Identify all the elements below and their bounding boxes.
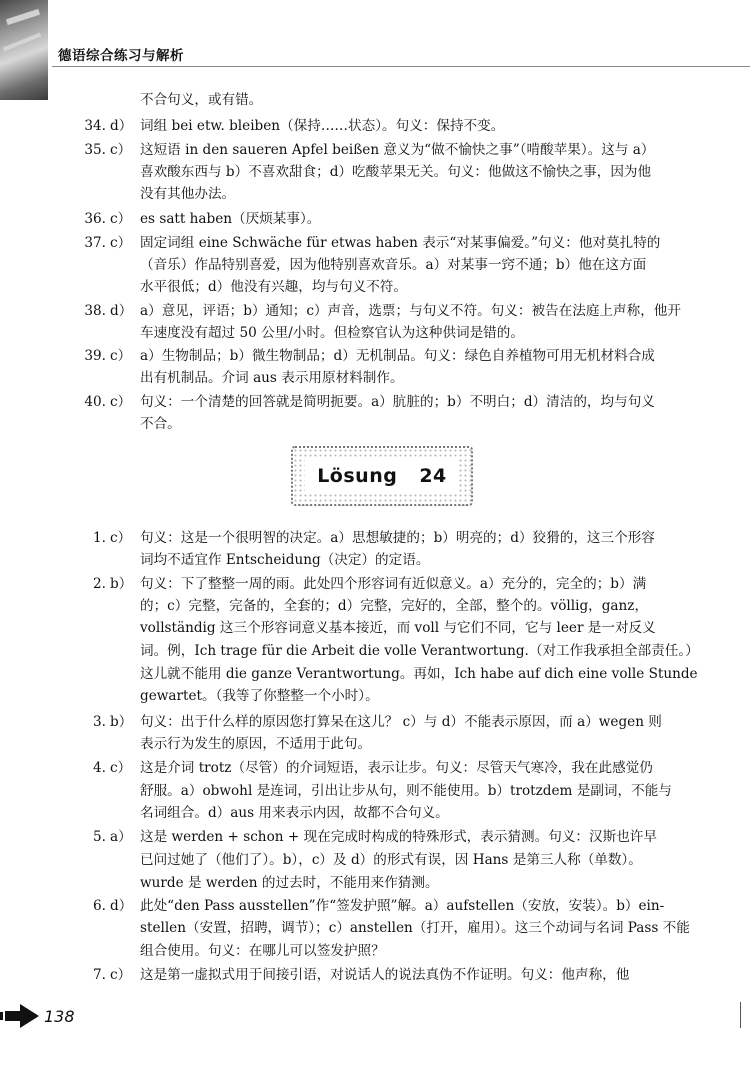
- page-number: 138: [44, 1007, 75, 1026]
- text-line: 不合句义，或有错。: [140, 92, 263, 108]
- section-heading-number: 24: [419, 465, 447, 487]
- text-line: 出有机制品。介词 aus 表示用原材料制作。: [140, 370, 404, 386]
- item-answer: c）: [110, 394, 132, 410]
- item-number: 35.: [84, 142, 106, 158]
- header-rule: [52, 66, 750, 67]
- text-line: 水平很低；d）他没有兴趣，均与句义不符。: [140, 279, 407, 295]
- item-number: 36.: [84, 211, 106, 227]
- header-photo: [0, 0, 48, 100]
- item-number: 40.: [84, 394, 106, 410]
- text-line: 表示行为发生的原因，不适用于此句。: [140, 736, 372, 752]
- text-line: 句义：出于什么样的原因您打算呆在这儿？ c）与 d）不能表示原因，而 a）wegen 则: [140, 714, 662, 730]
- item-number: 1.: [93, 530, 106, 546]
- item-number: 5.: [93, 829, 106, 845]
- item-number: 34.: [84, 118, 106, 134]
- item-number: 3.: [93, 714, 106, 730]
- text-line: 没有其他办法。: [140, 186, 236, 202]
- text-line: 舒服。a）obwohl 是连词，引出让步从句，则不能使用。b）trotzdem 是副词，不能与: [140, 783, 672, 799]
- text-line: 这是 werden + schon + 现在完成时构成的特殊形式，表示猜测。句义：汉斯也许早: [140, 829, 657, 845]
- text-line: 车速度没有超过 50 公里/小时。但检察官认为这种供词是错的。: [140, 325, 524, 341]
- item-answer: c）: [110, 967, 132, 983]
- item-answer: c）: [110, 760, 132, 776]
- text-line: 的；c）完整，完备的，全套的；d）完整，完好的，全部，整个的。völlig，ganz，: [140, 598, 649, 614]
- section-heading-frame: [291, 446, 473, 506]
- item-number: 6.: [93, 898, 106, 914]
- text-line: vollständig 这三个形容词意义基本接近，而 voll 与它们不同，它与 leer 是一对反义: [140, 620, 656, 636]
- item-answer: a）: [110, 829, 132, 845]
- item-number: 38.: [84, 303, 106, 319]
- book-title: 德语综合练习与解析: [58, 48, 184, 64]
- text-line: 句义：一个清楚的回答就是简明扼要。a）肮脏的；b）不明白；d）清洁的，均与句义: [140, 394, 655, 410]
- section-heading-word: Lösung: [317, 465, 398, 487]
- text-line: 这短语 in den saueren Apfel beißen 意义为“做不愉快之事”（啃酸苹果）。这与 a）: [140, 142, 655, 158]
- item-answer: c）: [110, 348, 132, 364]
- text-line: 词。例，Ich trage für die Arbeit die volle Verantwortung.（对工作我承担全部责任。）: [140, 643, 699, 659]
- item-number: 4.: [93, 760, 106, 776]
- text-line: 句义：这是一个很明智的决定。a）思想敏捷的；b）明亮的；d）狡猾的，这三个形容: [140, 530, 655, 546]
- item-answer: c）: [110, 142, 132, 158]
- item-number: 2.: [93, 576, 106, 592]
- text-line: 不合。: [140, 416, 181, 432]
- text-line: 组合使用。句义：在哪儿可以签发护照？: [140, 943, 385, 959]
- text-line: wurde 是 werden 的过去时，不能用来作猜测。: [140, 875, 439, 891]
- item-answer: b）: [110, 576, 133, 592]
- margin-mark: [740, 1002, 741, 1028]
- text-line: 句义：下了整整一周的雨。此处四个形容词有近似意义。a）充分的，完全的；b）满: [140, 576, 647, 592]
- text-line: 固定词组 eine Schwäche für etwas haben 表示“对某事偏爱。”句义：他对莫扎特的: [140, 235, 661, 251]
- text-line: a）生物制品；b）微生物制品；d）无机制品。句义：绿色自养植物可用无机材料合成: [140, 348, 655, 364]
- text-line: 这是第一虚拟式用于间接引语，对说话人的说法真伪不作证明。句义：他声称，他: [140, 967, 630, 983]
- right-arrow-icon: [0, 1003, 40, 1029]
- item-answer: d）: [110, 118, 133, 134]
- text-line: a）意见，评语；b）通知；c）声音，选票；与句义不符。句义：被告在法庭上声称，他开: [140, 303, 681, 319]
- text-line: stellen（安置，招聘，调节）；c）anstellen（打开，雇用）。这三个动词与名词 Pass 不能: [140, 920, 690, 936]
- item-answer: d）: [110, 303, 133, 319]
- text-line: 词组 bei etw. bleiben（保持……状态）。句义：保持不变。: [140, 118, 505, 134]
- item-answer: c）: [110, 235, 132, 251]
- item-answer: b）: [110, 714, 133, 730]
- text-line: gewartet。（我等了你整整一个小时）。: [140, 688, 379, 704]
- item-number: 39.: [84, 348, 106, 364]
- text-line: 这是介词 trotz（尽管）的介词短语，表示让步。句义：尽管天气寒冷，我在此感觉仍: [140, 760, 653, 776]
- item-number: 7.: [93, 967, 106, 983]
- item-answer: c）: [110, 530, 132, 546]
- text-line: es satt haben（厌烦某事）。: [140, 211, 321, 227]
- item-answer: d）: [110, 898, 133, 914]
- section-heading: [305, 458, 459, 494]
- text-line: 这儿就不能用 die ganze Verantwortung。再如，Ich habe auf dich eine volle Stunde: [140, 666, 698, 682]
- text-line: 名词组合。d）aus 用来表示内因，故都不合句义。: [140, 805, 449, 821]
- text-line: 此处“den Pass ausstellen”作“签发护照”解。a）aufstellen（安放，安装）。b）ein-: [140, 898, 665, 914]
- text-line: （音乐）作品特别喜爱，因为他特别喜欢音乐。a）对某事一窍不通；b）他在这方面: [140, 257, 647, 273]
- text-line: 喜欢酸东西与 b）不喜欢甜食；d）吃酸苹果无关。句义：他做这不愉快之事，因为他: [140, 164, 652, 180]
- text-line: 词均不适宜作 Entscheidung（决定）的定语。: [140, 552, 430, 568]
- text-line: 已问过她了（他们了）。b），c）及 d）的形式有误，因 Hans 是第三人称（单数）。: [140, 852, 642, 868]
- item-answer: c）: [110, 211, 132, 227]
- item-number: 37.: [84, 235, 106, 251]
